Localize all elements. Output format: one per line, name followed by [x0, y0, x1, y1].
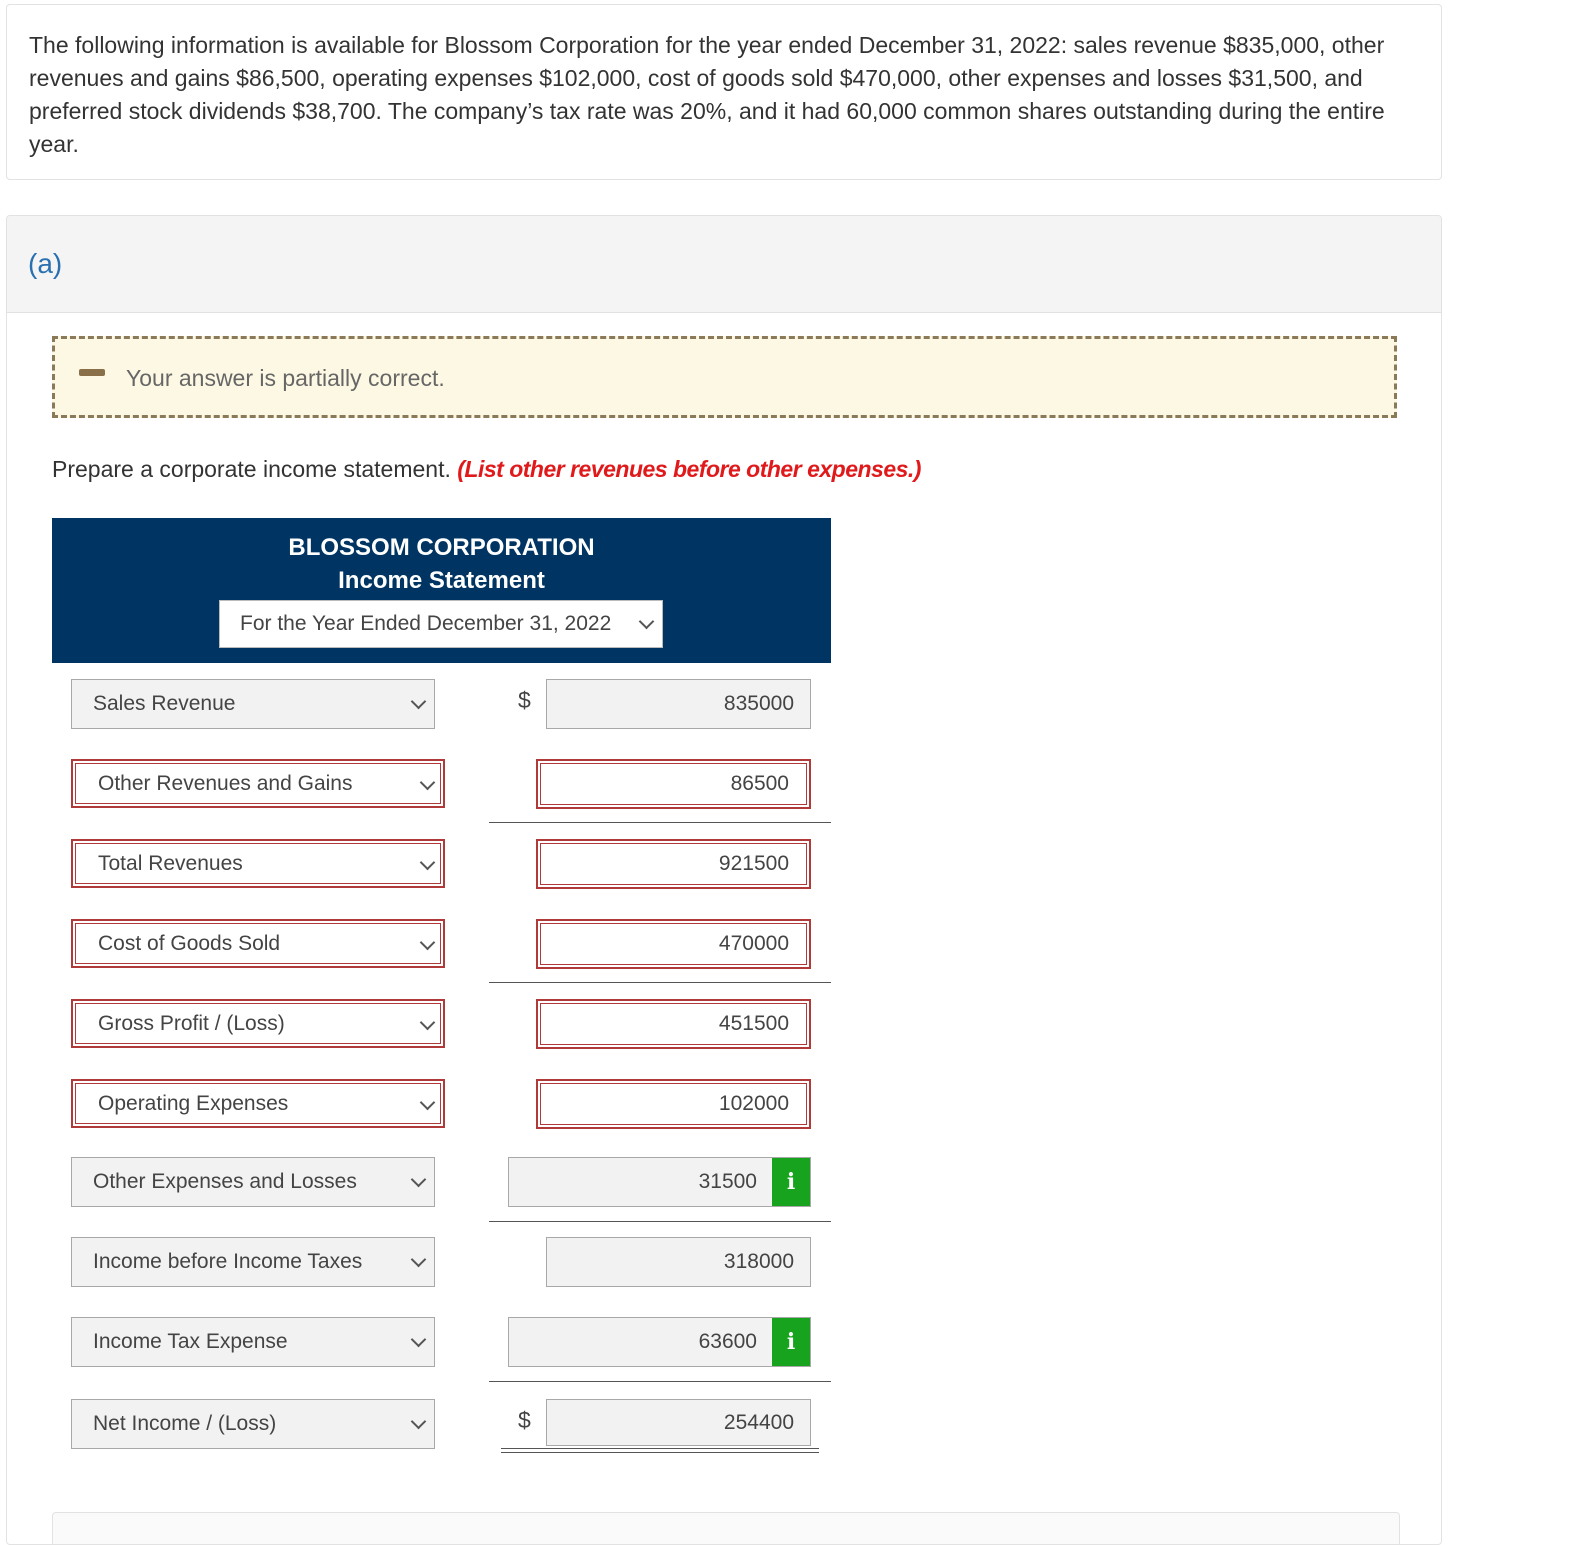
amount-input[interactable]: 451500	[536, 999, 811, 1049]
part-a-card	[6, 215, 1442, 1545]
row-label-select[interactable]	[71, 1157, 435, 1207]
row-label-select[interactable]	[71, 1079, 445, 1128]
company-name: BLOSSOM CORPORATION	[288, 534, 595, 561]
chevron-down-icon	[420, 1015, 436, 1031]
amount-input[interactable]: 318000	[546, 1237, 811, 1287]
row-label-value: Cost of Goods Sold	[98, 932, 281, 955]
row-label-value: Operating Expenses	[98, 1092, 289, 1115]
statement-row	[7, 759, 1442, 819]
period-select-value: For the Year Ended December 31, 2022	[240, 612, 612, 635]
amount-input[interactable]: 835000	[546, 679, 811, 729]
instruction-main: Prepare a corporate income statement.	[52, 456, 458, 482]
statement-row	[7, 1079, 1442, 1139]
row-label-value: Income Tax Expense	[93, 1330, 288, 1353]
statement-row	[7, 1317, 1442, 1377]
chevron-down-icon	[420, 1095, 436, 1111]
row-label-value: Total Revenues	[98, 852, 243, 875]
chevron-down-icon	[639, 614, 655, 630]
chevron-down-icon	[420, 935, 436, 951]
amount-input[interactable]: 470000	[536, 919, 811, 969]
amount-input[interactable]: 102000	[536, 1079, 811, 1129]
statement-row	[7, 919, 1442, 979]
problem-text: The following information is available for Blossom Corporation for the year ended December 31, 2022: sales revenue $835,000, other revenues and gains $86,500, operating expenses $102,000, cost of goods sold $470,000, other expenses and losses $31,500, and preferred stock dividends $38,700. The company’s tax rate was 20%, and it had 60,000 common shares outstanding during the entire year.	[29, 32, 1385, 157]
row-label-value: Net Income / (Loss)	[93, 1412, 277, 1435]
subtotal-rule	[489, 982, 831, 983]
next-section-card	[52, 1512, 1400, 1545]
chevron-down-icon	[411, 694, 427, 710]
part-header	[7, 216, 1441, 313]
statement-row	[7, 1237, 1442, 1297]
info-icon[interactable]: i	[772, 1318, 810, 1366]
statement-header	[52, 518, 831, 663]
amount-input[interactable]: 86500	[536, 759, 811, 809]
row-label-value: Other Revenues and Gains	[98, 772, 353, 795]
row-label-select[interactable]	[71, 759, 445, 808]
amount-input[interactable]: 921500	[536, 839, 811, 889]
period-select[interactable]	[219, 600, 663, 648]
statement-row	[7, 839, 1442, 899]
row-label-value: Income before Income Taxes	[93, 1250, 363, 1273]
row-label-select[interactable]	[71, 919, 445, 968]
row-label-select[interactable]	[71, 839, 445, 888]
amount-input[interactable]	[508, 1317, 811, 1367]
row-label-value: Gross Profit / (Loss)	[98, 1012, 285, 1035]
amount-value: 31500	[698, 1170, 757, 1193]
chevron-down-icon	[411, 1414, 427, 1430]
instruction	[52, 456, 921, 483]
total-double-rule	[501, 1448, 819, 1453]
chevron-down-icon	[411, 1172, 427, 1188]
row-label-select[interactable]	[71, 679, 435, 729]
dollar-sign: $	[518, 687, 531, 713]
subtotal-rule	[489, 822, 831, 823]
statement-row	[7, 679, 1442, 739]
chevron-down-icon	[411, 1252, 427, 1268]
statement-row	[7, 999, 1442, 1059]
row-label-select[interactable]	[71, 999, 445, 1048]
info-icon[interactable]: i	[772, 1158, 810, 1206]
subtotal-rule	[489, 1221, 831, 1222]
partial-correct-icon	[79, 369, 105, 376]
instruction-hint: (List other revenues before other expenses.)	[457, 456, 921, 482]
feedback-banner	[52, 336, 1397, 418]
row-label-value: Sales Revenue	[93, 692, 236, 715]
row-label-select[interactable]	[71, 1399, 435, 1449]
row-label-select[interactable]	[71, 1317, 435, 1367]
chevron-down-icon	[411, 1332, 427, 1348]
statement-title: Income Statement	[338, 567, 545, 594]
problem-card	[6, 4, 1442, 180]
amount-input[interactable]	[508, 1157, 811, 1207]
chevron-down-icon	[420, 855, 436, 871]
feedback-text: Your answer is partially correct.	[126, 365, 445, 391]
part-label: (a)	[28, 248, 63, 279]
statement-row	[7, 1157, 1442, 1217]
amount-value: 63600	[698, 1330, 757, 1353]
chevron-down-icon	[420, 775, 436, 791]
row-label-select[interactable]	[71, 1237, 435, 1287]
subtotal-rule	[489, 1381, 831, 1382]
row-label-value: Other Expenses and Losses	[93, 1170, 357, 1193]
amount-input[interactable]: 254400	[546, 1399, 811, 1446]
dollar-sign: $	[518, 1407, 531, 1433]
